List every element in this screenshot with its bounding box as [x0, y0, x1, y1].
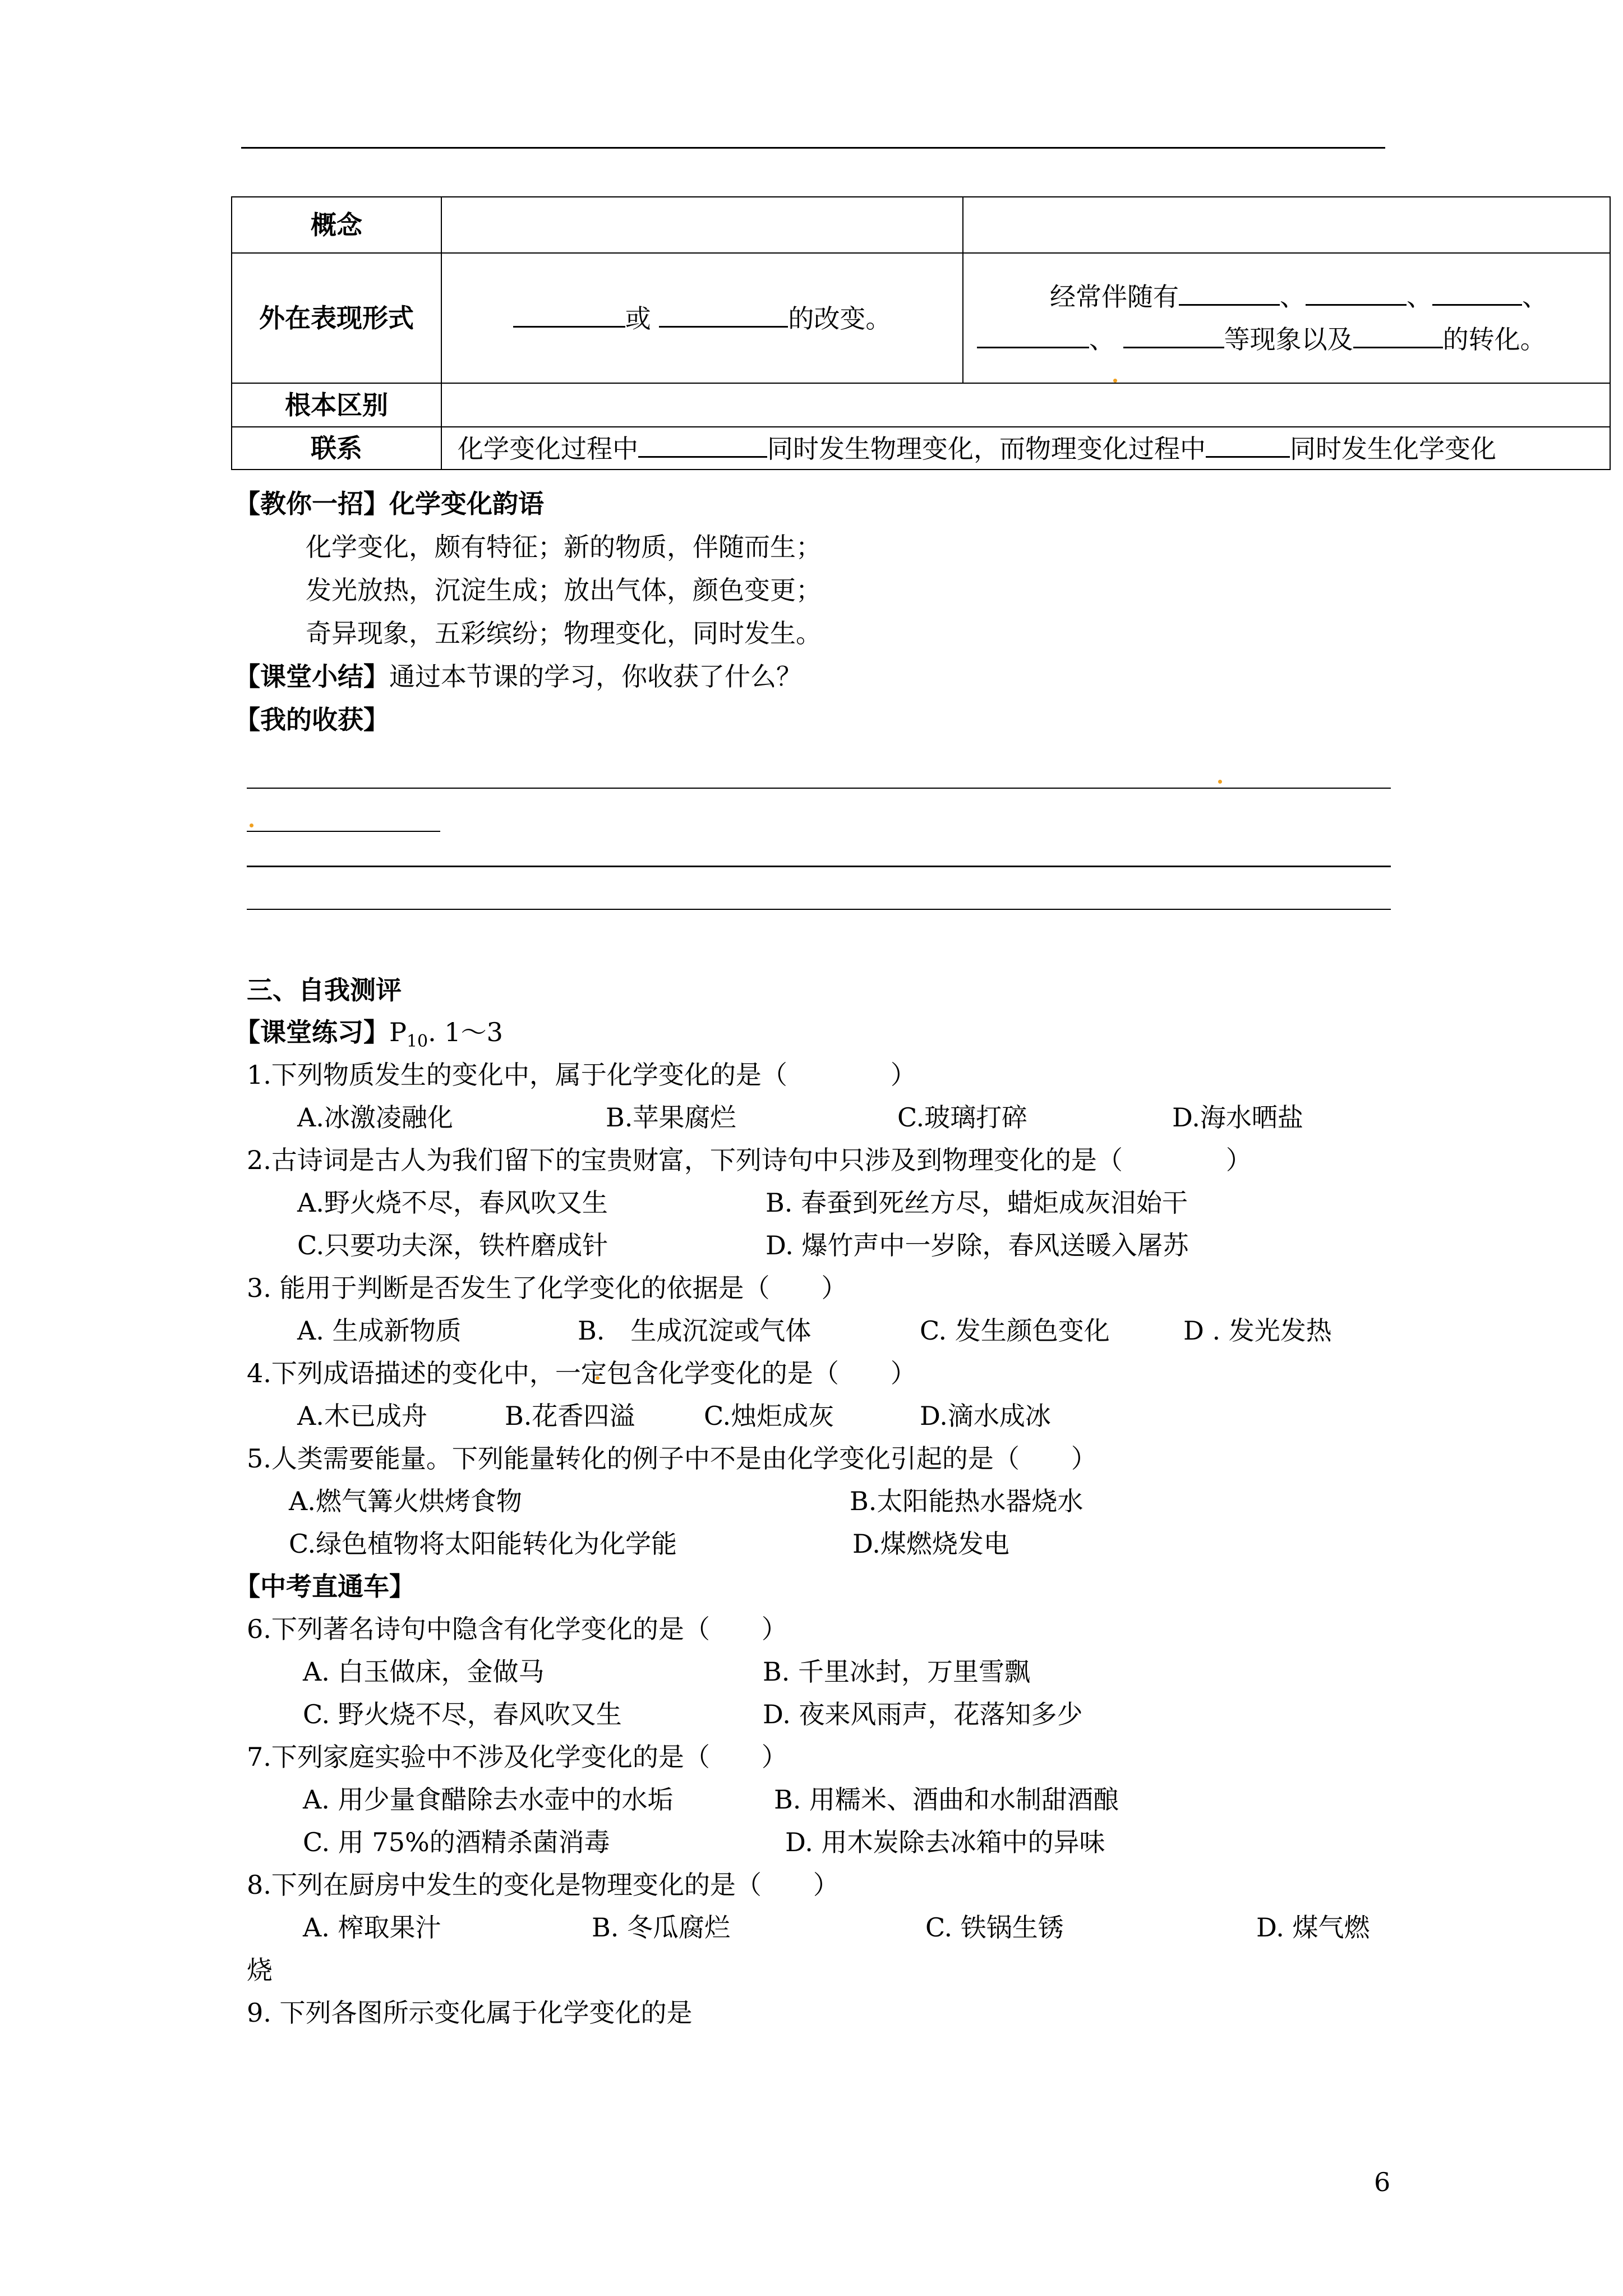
option[interactable]: C.烛炬成灰	[704, 1401, 834, 1431]
question-stem: 9. 下列各图所示变化属于化学变化的是	[247, 1998, 693, 2028]
tip-heading: 【教你一招】化学变化韵语	[234, 489, 544, 519]
table-row-difference	[232, 383, 1610, 427]
fill-blank[interactable]	[1306, 279, 1407, 306]
physical-appearance-cell: 或 的改变。	[441, 253, 963, 383]
fill-blank[interactable]	[1353, 322, 1443, 348]
fill-blank[interactable]	[1123, 322, 1224, 348]
relation-cell: 化学变化过程中 同时发生物理变化，而物理变化过程中 同时发生化学变化	[441, 427, 1610, 470]
option[interactable]: A. 白玉做床，金做马	[303, 1657, 545, 1687]
row-label: 联系	[232, 427, 441, 470]
option[interactable]: C. 野火烧不尽，春风吹又生	[303, 1699, 622, 1729]
question-stem: 5.人类需要能量。下列能量转化的例子中不是由化学变化引起的是（ ）	[247, 1443, 1097, 1474]
option[interactable]: D. 用木炭除去冰箱中的异味	[785, 1827, 1105, 1857]
fill-blank[interactable]	[513, 301, 625, 328]
option[interactable]: C.只要功夫深，铁杵磨成针	[297, 1230, 608, 1260]
chemical-appearance-cell: 经常伴随有 、 、 、 、 等现象以及 的转化。	[963, 253, 1610, 383]
row-label: 外在表现形式	[232, 253, 441, 383]
fill-blank[interactable]	[1179, 279, 1280, 306]
difference-cell[interactable]	[441, 383, 1610, 427]
option[interactable]: C. 发生颜色变化	[920, 1315, 1110, 1346]
option[interactable]: B.太阳能热水器烧水	[850, 1486, 1083, 1516]
header-rule	[241, 147, 1385, 149]
fill-blank[interactable]	[977, 322, 1089, 348]
tip-line: 化学变化，颇有特征；新的物质，伴随而生；	[306, 532, 822, 562]
tip-line: 奇异现象，五彩缤纷；物理变化，同时发生。	[306, 618, 822, 648]
option[interactable]: B. 用糯米、酒曲和水制甜酒酿	[774, 1784, 1119, 1815]
scan-dot	[250, 823, 253, 827]
option[interactable]: C.玻璃打碎	[897, 1102, 1028, 1133]
option[interactable]: A.木已成舟	[297, 1401, 427, 1431]
option[interactable]: D . 发光发热	[1183, 1315, 1332, 1346]
option[interactable]: C. 用 75%的酒精杀菌消毒	[303, 1827, 610, 1857]
option[interactable]: D.海水晒盐	[1172, 1102, 1303, 1133]
option[interactable]: C.绿色植物将太阳能转化为化学能	[289, 1529, 677, 1559]
exam-heading: 【中考直通车】	[234, 1571, 415, 1602]
tip-line: 发光放热，沉淀生成；放出气体，颜色变更；	[306, 575, 822, 605]
table-row-appearance	[232, 253, 1610, 383]
comparison-table	[231, 196, 1611, 470]
option[interactable]: A.燃气篝火烘烤食物	[289, 1486, 522, 1516]
option[interactable]: D. 煤气燃	[1256, 1912, 1370, 1943]
answer-line[interactable]	[247, 788, 1391, 789]
option[interactable]: B.苹果腐烂	[606, 1102, 736, 1133]
fill-blank[interactable]	[1432, 279, 1522, 306]
section-title: 三、自我测评	[247, 975, 402, 1005]
option[interactable]: B. 春蚕到死丝方尽，蜡炬成灰泪始干	[766, 1188, 1188, 1218]
answer-line[interactable]	[247, 831, 440, 832]
fill-blank[interactable]	[1206, 431, 1290, 458]
question-stem: 7.下列家庭实验中不涉及化学变化的是（ ）	[247, 1742, 787, 1772]
harvest-heading: 【我的收获】	[234, 705, 389, 735]
option[interactable]: A.冰激凌融化	[297, 1102, 453, 1133]
scan-dot	[1218, 780, 1222, 784]
table-row-relation	[232, 427, 1610, 470]
option-wrap: 烧	[247, 1955, 273, 1985]
practice-heading: 【课堂练习】$P_{10}$. 1～3	[234, 1017, 503, 1052]
question-stem: 4.下列成语描述的变化中，一定包含化学变化的是（ ）	[247, 1358, 916, 1388]
chemical-concept-cell[interactable]	[963, 197, 1610, 253]
option[interactable]: B. 冬瓜腐烂	[592, 1912, 731, 1943]
summary-line: 【课堂小结】通过本节课的学习，你收获了什么？	[234, 661, 802, 692]
physical-concept-cell[interactable]	[441, 197, 963, 253]
question-stem: 2.古诗词是古人为我们留下的宝贵财富，下列诗句中只涉及到物理变化的是（ ）	[247, 1145, 1252, 1175]
option[interactable]: B.花香四溢	[505, 1401, 635, 1431]
fill-blank[interactable]	[638, 431, 767, 458]
option[interactable]: C. 铁锅生锈	[925, 1912, 1064, 1943]
option[interactable]: D.滴水成冰	[920, 1401, 1051, 1431]
option[interactable]: B. 千里冰封，万里雪飘	[763, 1657, 1031, 1687]
option[interactable]: D. 爆竹声中一岁除，春风送暖入屠苏	[766, 1230, 1189, 1260]
option[interactable]: B. 生成沉淀或气体	[578, 1315, 811, 1346]
row-label: 概念	[232, 197, 441, 253]
option[interactable]: A. 用少量食醋除去水壶中的水垢	[303, 1784, 674, 1815]
question-stem: 8.下列在厨房中发生的变化是物理变化的是（ ）	[247, 1870, 839, 1900]
fill-blank[interactable]	[659, 301, 788, 328]
question-stem: 3. 能用于判断是否发生了化学变化的依据是（ ）	[247, 1273, 847, 1303]
question-stem: 1.下列物质发生的变化中，属于化学变化的是（ ）	[247, 1060, 916, 1090]
option[interactable]: D. 夜来风雨声，花落知多少	[763, 1699, 1083, 1729]
table-row-concept	[232, 197, 1610, 253]
answer-line[interactable]	[247, 866, 1391, 867]
scan-dot	[1113, 379, 1117, 383]
page-number: 6	[1374, 2167, 1391, 2197]
option[interactable]: A.野火烧不尽，春风吹又生	[297, 1188, 608, 1218]
option[interactable]: A. 生成新物质	[297, 1315, 462, 1346]
question-stem: 6.下列著名诗句中隐含有化学变化的是（ ）	[247, 1614, 787, 1644]
answer-line[interactable]	[247, 909, 1391, 910]
row-label: 根本区别	[232, 383, 441, 427]
option[interactable]: A. 榨取果汁	[303, 1912, 441, 1943]
option[interactable]: D.煤燃烧发电	[852, 1529, 1009, 1559]
